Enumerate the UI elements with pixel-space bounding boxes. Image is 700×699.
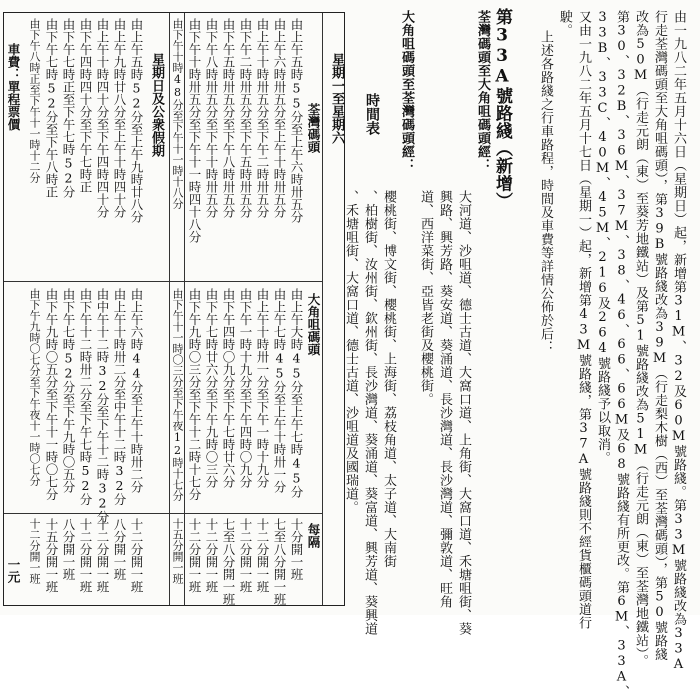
weekday-tw-7: 由下午十時卅五分至下午十一時四十八分 <box>187 18 202 243</box>
holiday-freq-7: 十二分開一班 <box>28 518 41 584</box>
holiday-tkt-5: 由下午七時52分至下午九時〇五分 <box>61 288 76 493</box>
holiday-tw-4: 由下午四時四十分至下午七時正 <box>78 18 93 193</box>
route-title: 第33A號路綫（新增） <box>492 8 512 210</box>
weekday-tw-8: 由下午十時48分至下午十一時十八分 <box>171 18 184 209</box>
route-dir2-stops-3: 、禾塘咀街、大窩口道、德士古道、沙咀道及國瑞道。 <box>343 190 358 514</box>
notice-line-8: 上述各路綫之行車路程，時間及車費等詳情公佈於后： <box>538 30 553 354</box>
fare-label: 車費：單程票價 <box>6 43 21 131</box>
weekday-freq-8: 十五分開一班 <box>171 518 184 584</box>
holiday-tw-5: 由下午七時正至下午七時52分 <box>61 18 76 198</box>
holiday-tkt-4: 由下午十二時卅二分至下午七時52分 <box>78 288 93 506</box>
holiday-tw-1: 由上午五時52分至上午九時廿八分 <box>129 18 144 223</box>
weekday-tkt-6: 由下午七時廿六分至下午九時〇三分 <box>204 288 219 488</box>
weekday-freq-4: 十二分開一班 <box>238 518 253 593</box>
holiday-tkt-1: 由上午六時44分至上午十時卅二分 <box>129 288 144 493</box>
weekday-freq-2: 七至八分開一班 <box>272 518 287 606</box>
notice-line-6: 又由一九八二年五月十七日（星期一）起，新增第43M號路綫，第37A號路綫則不經貨櫃碼頭道行 <box>576 10 591 630</box>
weekday-tkt-5: 由下午四時〇九分至下午七時廿六分 <box>221 288 236 488</box>
route-dir2-stops-2: 、柏樹街、汝州街、欽州街、長沙灣道、葵涌道、葵富道、興芳道、葵興道 <box>362 190 377 636</box>
weekday-tkt-2: 由上午七時45分至上午十時卅一分 <box>272 288 287 493</box>
route-dir1-stops-1: 大河道、沙咀道、德士古道、大窩口道、上角街、大窩口道、禾塘咀街、葵 <box>456 190 471 636</box>
weekday-freq-6: 十二分開一班 <box>204 518 219 593</box>
weekday-tw-1: 由上午五時55分至上午六時卅五分 <box>289 18 304 223</box>
weekday-label: 星期一至星期六 <box>329 53 344 144</box>
holiday-tw-7: 由下午八時正至下午十一時十二分 <box>28 18 41 183</box>
holiday-tw-3: 由上午十時四十分至下午四時四十分 <box>95 18 110 218</box>
notice-line-5: 33B、33C、40M、45M、216及264號路綫予以取消。 <box>595 10 610 465</box>
timetable-header: 時間表 <box>364 93 380 135</box>
notice-line-3: 改為50M（行走元朗（東）至葵芳地鐵站）及第51號路綫改為51M（行走元朗（東）至荃灣地鐵站）。 <box>633 10 648 668</box>
weekday-freq-5: 七至八分開一班 <box>221 518 236 606</box>
notice-line-2: 行走荃灣碼頭至大角咀碼頭），第39B號路綫改為39M（行走梨木樹（西）至荃灣碼頭），第50號路綫 <box>652 10 667 661</box>
weekday-tkt-7: 由下午九時〇三分至下午十二時十七分 <box>187 288 202 501</box>
route-dir1-stops-3: 道、西洋菜街、亞皆老街及櫻桃街。 <box>418 190 433 406</box>
route-dir2-heading: 大角咀碼頭至荃灣碼頭經： <box>399 10 414 172</box>
route-dir1-stops-2: 興路、興芳路、葵安道、葵涌道、長沙灣道、長沙灣道、彌敦道、旺角 <box>437 190 452 609</box>
holiday-tw-2: 由上午九時廿八分至上午十時四十分 <box>112 18 127 218</box>
weekday-freq-7: 十二分開一班 <box>187 518 202 593</box>
weekday-tw-6: 由下午八時卅五分至下午十時卅五分 <box>204 18 219 218</box>
weekday-tw-2: 由上午六時卅五分至上午十時卅五分 <box>272 18 287 218</box>
holiday-freq-1: 十二分開一班 <box>129 518 144 593</box>
col-freq-weekday: 每隔 <box>306 523 321 548</box>
holiday-freq-4: 十二分開一班 <box>78 518 93 593</box>
holiday-tkt-6: 由下午九時〇五分至下午十一時〇七分 <box>44 288 59 501</box>
route-dir2-stops-1: 櫻桃街、博文街、櫻桃街、上海街、荔枝角道、太子道、大南街 <box>381 190 396 568</box>
route-dir1-heading: 荃灣碼頭至大角咀碼頭經： <box>475 10 490 172</box>
weekday-tw-3: 由上午十時卅五分至下午二時卅五分 <box>255 18 270 218</box>
col-tkt-weekday: 大角咀碼頭 <box>306 293 321 356</box>
weekday-tkt-3: 由上午十時卅一分至下午一時十九分 <box>255 288 270 488</box>
holiday-tkt-2: 由上午十時卅二分至中午十二時32分 <box>112 288 127 506</box>
holiday-freq-3: 十二分開一班 <box>95 518 110 593</box>
weekday-freq-1: 十分開一班 <box>289 518 304 581</box>
weekday-tw-5: 由下午五時卅五分至下午八時卅五分 <box>221 18 236 218</box>
holiday-tw-6: 由下午七時52分至下午八時正 <box>44 18 59 198</box>
holiday-freq-6: 十五分開一班 <box>44 518 59 593</box>
weekday-tkt-8: 由下午十一時〇三分至下午夜12時十七分 <box>171 288 184 501</box>
holiday-freq-2: 八分開一班 <box>112 518 127 581</box>
holiday-tkt-7: 由下午九時〇七分至下午夜十一時〇七分 <box>28 288 41 486</box>
col-tw-weekday: 荃灣碼頭 <box>306 103 321 153</box>
weekday-tkt-4: 由下午一時十九分至下午四時〇九分 <box>238 288 253 488</box>
fare-value: 一元 <box>6 558 21 583</box>
weekday-freq-3: 十二分開一班 <box>255 518 270 593</box>
notice-line-4: 第30、32B、36M、37M、38、46、66、66M及68號路綫有所更改。第6M、33A、 <box>614 10 629 699</box>
notice-line-7: 駛。 <box>557 10 572 37</box>
weekday-tkt-1: 由上午大時45分至上午七時45分 <box>289 288 304 498</box>
holiday-label: 星期日及公衆假期 <box>149 53 164 157</box>
holiday-tkt-3: 由中午十二時32分至下午十二時32分 <box>95 288 110 523</box>
weekday-tw-4: 由下午二時卅五分至下午五時卅五分 <box>238 18 253 218</box>
holiday-freq-5: 八分開一班 <box>61 518 76 581</box>
notice-line-1: 由一九八二年五月十六日（星期日）起，新增第31M、32及60M號路綫。第33M號路綫改為33A <box>671 10 686 673</box>
